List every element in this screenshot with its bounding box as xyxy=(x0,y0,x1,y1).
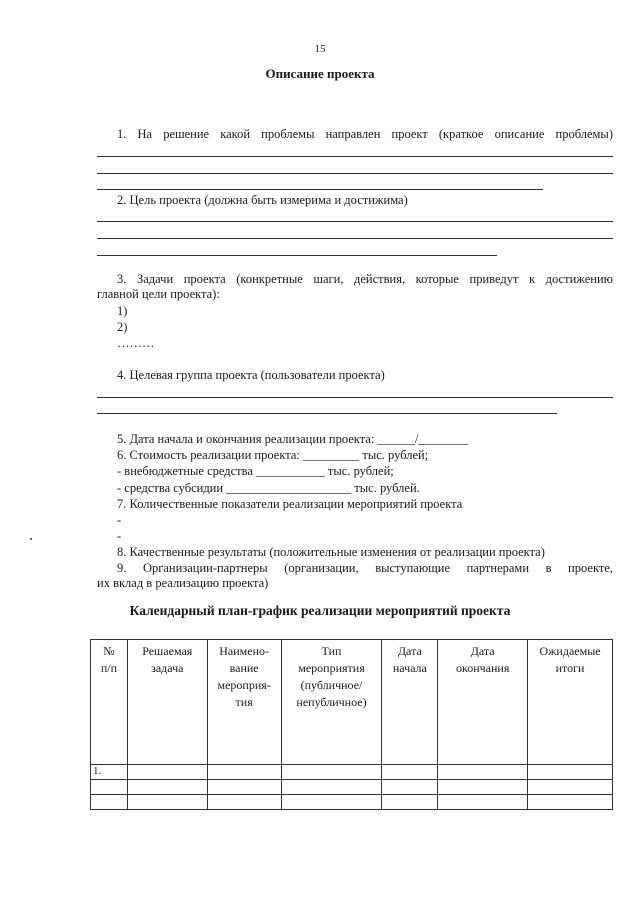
table-cell xyxy=(281,795,382,810)
col-header-end-date xyxy=(438,640,528,765)
col-header-event-name xyxy=(207,640,281,765)
header-text: Решаемая задача xyxy=(142,644,193,675)
task-item-1: 1) xyxy=(117,304,128,318)
answer-line xyxy=(97,255,497,256)
table-header-row xyxy=(91,640,613,765)
question-5: 5. Дата начала и окончания реализации проекта: ______/________ xyxy=(117,432,469,446)
row-number: 1. xyxy=(91,765,128,780)
header-text: № п/п xyxy=(100,644,118,675)
question-7: 7. Количественные показатели реализации мероприятий проекта xyxy=(117,497,463,511)
scan-speck xyxy=(30,538,32,540)
table-cell xyxy=(382,780,438,795)
header-text: Тип мероприятия (публичное/ непубличное) xyxy=(296,644,367,709)
table-cell xyxy=(281,765,382,780)
table-cell xyxy=(91,795,128,810)
table-cell xyxy=(281,780,382,795)
col-header-results xyxy=(528,640,613,765)
table-cell xyxy=(438,780,528,795)
table-cell xyxy=(438,795,528,810)
plan-title: Календарный план-график реализации мероприятий проекта xyxy=(129,603,511,618)
table-cell xyxy=(207,765,281,780)
question-3 xyxy=(97,272,613,302)
question-4: 4. Целевая группа проекта (пользователи проекта) xyxy=(117,368,385,382)
col-header-number xyxy=(91,640,128,765)
question-9-line-1: 9. Организации-партнеры (организации, выступающие партнерами в проекте, xyxy=(117,561,613,575)
question-1-text: 1. На решение какой проблемы направлен проект (краткое описание проблемы) xyxy=(117,127,613,141)
question-9 xyxy=(97,561,613,591)
page-title: Описание проекта xyxy=(265,66,375,81)
table-row xyxy=(91,795,613,810)
question-2: 2. Цель проекта (должна быть измерима и достижима) xyxy=(117,193,408,207)
table-cell xyxy=(127,795,207,810)
question-6-extrabudget: - внебюджетные средства ___________ тыс. рублей; xyxy=(117,464,394,478)
question-1 xyxy=(117,127,613,142)
question-8: 8. Качественные результаты (положительные изменения от реализации проекта) xyxy=(117,545,545,559)
table-row xyxy=(91,765,613,780)
table-cell xyxy=(127,765,207,780)
table-cell xyxy=(207,795,281,810)
question-6-subsidy: - средства субсидии ____________________ тыс. рублей. xyxy=(117,481,420,495)
answer-line xyxy=(97,221,613,222)
col-header-event-type xyxy=(281,640,382,765)
table-cell xyxy=(382,765,438,780)
question-9-line-2: их вклад в реализацию проекта) xyxy=(97,576,269,590)
table-cell xyxy=(438,765,528,780)
header-text: Дата начала xyxy=(392,644,427,675)
table-cell xyxy=(382,795,438,810)
answer-line xyxy=(97,173,613,174)
header-text: Ожидаемые итоги xyxy=(539,644,601,675)
table-cell xyxy=(207,780,281,795)
answer-line xyxy=(97,397,613,398)
page-number: 15 xyxy=(314,43,326,55)
col-header-start-date xyxy=(382,640,438,765)
table-cell xyxy=(528,765,613,780)
answer-line xyxy=(97,156,613,157)
col-header-task xyxy=(127,640,207,765)
answer-line xyxy=(97,189,543,190)
table-row xyxy=(91,780,613,795)
question-3-line-2: главной цели проекта): xyxy=(97,287,220,301)
plan-table xyxy=(90,639,613,810)
task-ellipsis: ……… xyxy=(117,336,155,350)
table-cell xyxy=(528,780,613,795)
table-cell xyxy=(91,780,128,795)
header-text: Дата окончания xyxy=(455,644,510,675)
question-7-dash-1: - xyxy=(117,513,122,527)
question-6: 6. Стоимость реализации проекта: _________ тыс. рублей; xyxy=(117,448,429,462)
question-7-dash-2: - xyxy=(117,529,122,543)
table-cell xyxy=(127,780,207,795)
answer-line xyxy=(97,238,613,239)
header-text: Наимено- вание мероприя- тия xyxy=(217,644,271,709)
table-cell xyxy=(528,795,613,810)
question-3-line-1: 3. Задачи проекта (конкретные шаги, действия, которые приведут к достижению xyxy=(117,272,613,286)
answer-line xyxy=(97,413,557,414)
task-item-2: 2) xyxy=(117,320,128,334)
